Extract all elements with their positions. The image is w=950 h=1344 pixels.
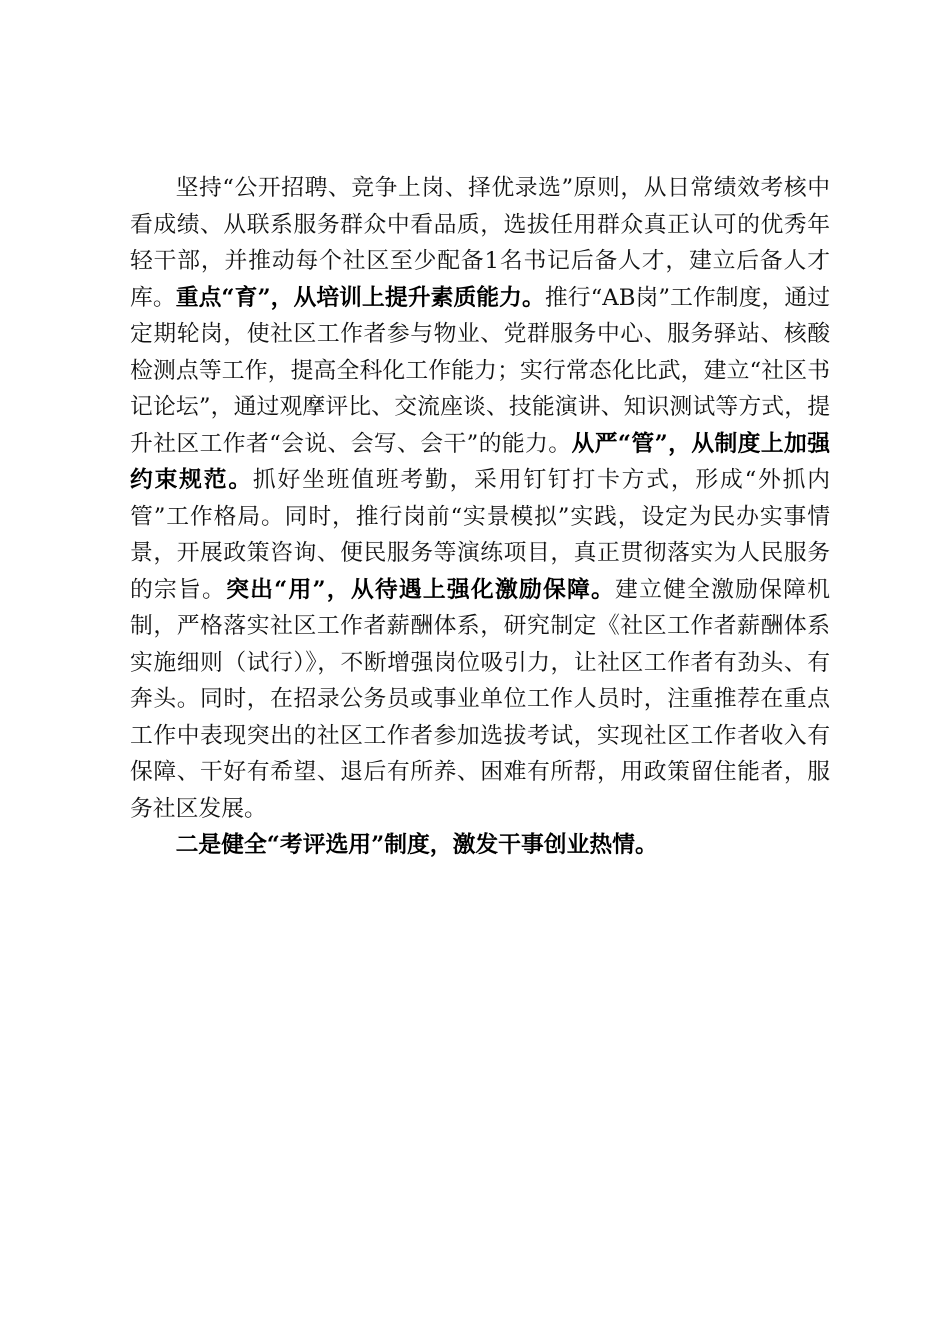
- paragraph-text: 抓好坐班值班考勤，采用钉钉打卡方式，形成“外抓内管”工作格局。同时，推行岗前“实景模拟”实践，设定为民办实事情景，开展政策咨询、便民服务等演练项目，真正贯彻落实为人民服务的宗旨。: [130, 467, 831, 603]
- paragraph-text: 推行“AB岗”工作制度，通过定期轮岗，使社区工作者参与物业、党群服务中心、服务驿站、核酸检测点等工作，提高全科化工作能力；实行常态化比武，建立“社区书记论坛”，通过观摩评比、交流座谈、技能演讲、知识测试等方式，提升社区工作者“会说、会写、会干”的能力。: [130, 284, 830, 457]
- paragraph-text: 建立健全激励保障机制，严格落实社区工作者薪酬体系，研究制定《社区工作者薪酬体系实施细则（试行）》，不断增强岗位吸引力，让社区工作者有劲头、有奔头。同时，在招录公务员或事业单位工作人员时，注重推荐在重点工作中表现突出的社区工作者参加选拔考试，实现社区工作者收入有保障、干好有希望、退后有所养、困难有所帮，用政策留住能者，服务社区发展。: [130, 576, 830, 822]
- document-body: [130, 170, 830, 864]
- body-paragraph: [130, 170, 830, 827]
- bold-subheading-cultivate: 重点“育”，从培训上提升素质能力。: [175, 284, 545, 311]
- bold-subheading-manage: 从严“管”，从制度上加强约束规范。: [130, 430, 831, 493]
- paragraph-text: 坚持“公开招聘、竞争上岗、择优录选”原则，从日常绩效考核中看成绩、从联系服务群众中看品质，选拔任用群众真正认可的优秀年轻干部，并推动每个社区至少配备1名书记后备人才，建立后备人才库。: [130, 175, 830, 311]
- bold-subheading-use: 突出“用”，从待遇上强化激励保障。: [226, 576, 616, 603]
- section-heading: 二是健全“考评选用”制度，激发干事创业热情。: [175, 832, 658, 858]
